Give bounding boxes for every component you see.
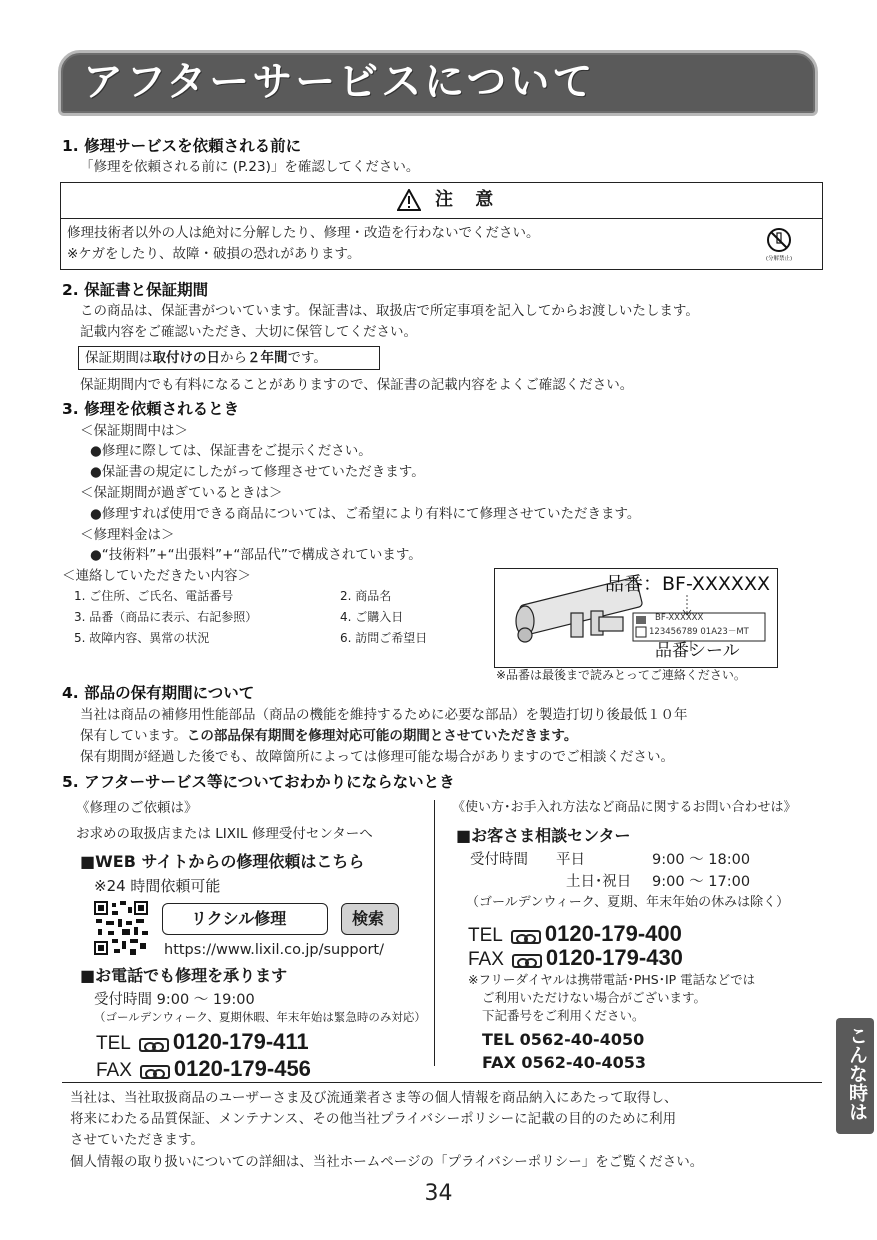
caution-header xyxy=(61,183,822,219)
contact-item: 1. ご住所、ご氏名、電話番号 xyxy=(74,589,234,603)
section3-line: ●修理すれば使用できる商品については、ご希望により有料にて修理させていただきます。 xyxy=(90,506,641,522)
center-fax-label: FAX xyxy=(468,949,504,970)
privacy-divider xyxy=(62,1082,822,1083)
section3-line: ＜修理料金は＞ xyxy=(80,527,175,543)
caution-title: 注 意 xyxy=(435,189,502,210)
freedial-note1: ※フリーダイヤルは携帯電話･PHS･IP 電話などでは xyxy=(468,972,756,987)
privacy-line1: 当社は、当社取扱商品のユーザーさま及び流通業者さま等の個人情報を商品納入にあたって取得し、 xyxy=(70,1090,678,1106)
center-tel-number[interactable]: 0120-179-400 xyxy=(544,921,682,946)
weekend-hours: 9:00 ～ 17:00 xyxy=(652,874,751,890)
repair-hours: 受付時間 9:00 ～ 19:00 xyxy=(94,992,255,1008)
center-tel-label: TEL xyxy=(468,925,503,946)
contact-item: 3. 品番（商品に表示、右記参照） xyxy=(74,610,258,624)
search-button[interactable] xyxy=(341,903,399,935)
column-divider xyxy=(434,800,435,1066)
center-hours-label: 受付時間 xyxy=(470,852,528,868)
phone-repair-head: ■お電話でも修理を承ります xyxy=(80,966,288,985)
alt-fax-number: FAX 0562-40-4053 xyxy=(482,1053,646,1072)
section3-line: ●修理に際しては、保証書をご提示ください。 xyxy=(90,443,372,459)
warranty-bold2: ２年間 xyxy=(247,350,288,366)
privacy-line4: 個人情報の取り扱いについての詳細は、当社ホームページの「プライバシーポリシー」をご覧ください。 xyxy=(70,1154,704,1170)
section2-line1: この商品は、保証書がついています。保証書は、取扱店で所定事項を記入してからお渡しいたします。 xyxy=(80,303,699,319)
section4-line1: 当社は商品の補修用性能部品（商品の機能を維持するために必要な部品）を製造打切り後最低１０年 xyxy=(80,707,688,723)
product-label-figure xyxy=(494,568,778,668)
free-dial-icon xyxy=(511,930,541,944)
weekday-hours: 9:00 ～ 18:00 xyxy=(652,852,751,868)
section2-heading: 2. 保証書と保証期間 xyxy=(62,281,209,299)
customer-center-head: ■お客さま相談センター xyxy=(456,826,631,845)
caution-line2: ※ケガをしたり、故障・破損の恐れがあります。 xyxy=(67,246,361,262)
contact-item: 4. ご購入日 xyxy=(340,610,404,624)
contact-item: 6. 訪問ご希望日 xyxy=(340,631,428,645)
weekend-label: 土日･祝日 xyxy=(566,874,632,890)
section1-heading: 1. 修理サービスを依頼される前に xyxy=(62,137,302,155)
contact-item: 5. 故障内容、異常の状況 xyxy=(74,631,210,645)
repair-fax-label: FAX xyxy=(96,1060,132,1081)
section1-text: 「修理を依頼される前に (P.23)」を確認してください。 xyxy=(80,159,420,175)
warranty-mid: から xyxy=(220,350,247,366)
search-field[interactable] xyxy=(162,903,328,935)
model-number-label: 品番：BF-XXXXXX xyxy=(605,573,770,595)
warning-icon xyxy=(397,189,421,211)
holiday-note: （ゴールデンウィーク、夏期、年末年始の休みは除く） xyxy=(466,895,790,910)
support-url[interactable]: https://www.lixil.co.jp/support/ xyxy=(164,942,385,958)
privacy-line2: 将来にわたる品質保証、メンテナンス、その他当社プライバシーポリシーに記載の目的のために利用 xyxy=(70,1111,677,1127)
weekday-label: 平日 xyxy=(556,852,585,868)
repair-tel-number[interactable]: 0120-179-411 xyxy=(172,1029,309,1054)
caution-box xyxy=(60,182,823,270)
title-banner xyxy=(58,50,818,116)
side-tab-label: こんな時は xyxy=(846,1026,868,1121)
section3-line: ●保証書の規定にしたがって修理させていただきます。 xyxy=(90,464,425,480)
free-dial-icon xyxy=(139,1038,169,1052)
contact-item: 2. 商品名 xyxy=(340,589,392,603)
search-field-text: リクシル修理 xyxy=(191,909,287,928)
warranty-period-box xyxy=(78,346,380,370)
no-disassembly-icon xyxy=(762,226,796,262)
section3-line: ●“技術料”+“出張料”+“部品代”で構成されています。 xyxy=(90,547,422,563)
section2-line2: 記載内容をご確認いただき、大切に保管してください。 xyxy=(80,324,417,340)
page-title: アフターサービスについて xyxy=(83,59,596,105)
section4-heading: 4. 部品の保有期間について xyxy=(62,684,255,702)
caution-line1: 修理技術者以外の人は絶対に分解したり、修理・改造を行わないでください。 xyxy=(67,225,540,241)
sticker-code: BF-XXXXXX xyxy=(655,613,704,623)
no-disassembly-label: (分解禁止) xyxy=(765,256,793,262)
qr-code-icon xyxy=(94,901,148,955)
section2-line3: 保証期間内でも有料になることがありますので、保証書の記載内容をよくご確認ください。 xyxy=(80,377,634,393)
repair-subhead: 《修理のご依頼は》 xyxy=(76,800,198,816)
section4-line2-bold: この部品保有期間を修理対応可能の期間とさせていただきます。 xyxy=(186,728,578,744)
alt-tel-number[interactable]: TEL 0562-40-4050 xyxy=(482,1030,645,1049)
free-dial-icon xyxy=(140,1065,170,1079)
figure-note: ※品番は最後まで読みとってご連絡ください。 xyxy=(496,668,746,682)
section4-line3: 保有期間が経過した後でも、故障箇所によっては修理可能な場合がありますのでご相談ください。 xyxy=(80,749,674,765)
web-repair-head: ■WEB サイトからの修理依頼はこちら xyxy=(80,852,365,871)
warranty-suffix: です。 xyxy=(287,350,327,366)
freedial-note3: 下記番号をご利用ください。 xyxy=(482,1008,645,1023)
section3-line: ＜保証期間中は＞ xyxy=(80,423,188,439)
repair-line1: お求めの取扱店または LIXIL 修理受付センターへ xyxy=(76,826,373,842)
section3-heading: 3. 修理を依頼されるとき xyxy=(62,400,240,418)
section3-line: ＜保証期間が過ぎているときは＞ xyxy=(80,485,283,501)
center-fax-number: 0120-179-430 xyxy=(545,945,683,970)
repair-tel-label: TEL xyxy=(96,1033,131,1054)
web-repair-note: ※24 時間依頼可能 xyxy=(94,877,221,895)
section5-heading: 5. アフターサービス等についておわかりにならないとき xyxy=(62,773,455,791)
section4-line2-normal: 保有しています。 xyxy=(80,728,187,744)
sticker-serial: 123456789 01A23－MT xyxy=(649,627,749,637)
repair-fax-number: 0120-179-456 xyxy=(173,1056,311,1081)
warranty-bold1: 取付けの日 xyxy=(152,350,220,366)
contact-heading: ＜連絡していただきたい内容＞ xyxy=(62,568,251,584)
free-dial-icon xyxy=(512,954,542,968)
warranty-prefix: 保証期間は xyxy=(85,350,153,366)
sticker-label: 品番シール xyxy=(655,641,740,661)
page-number: 34 xyxy=(424,1181,453,1206)
search-button-label: 検索 xyxy=(352,909,385,928)
side-index-tab[interactable] xyxy=(836,1018,874,1134)
privacy-line3: させていただきます。 xyxy=(70,1132,204,1148)
inquiry-subhead: 《使い方･お手入れ方法など商品に関するお問い合わせは》 xyxy=(452,800,797,815)
repair-hours-note: （ゴールデンウィーク、夏期休暇、年末年始は緊急時のみ対応） xyxy=(94,1010,426,1024)
freedial-note2: ご利用いただけない場合がございます。 xyxy=(482,990,707,1005)
